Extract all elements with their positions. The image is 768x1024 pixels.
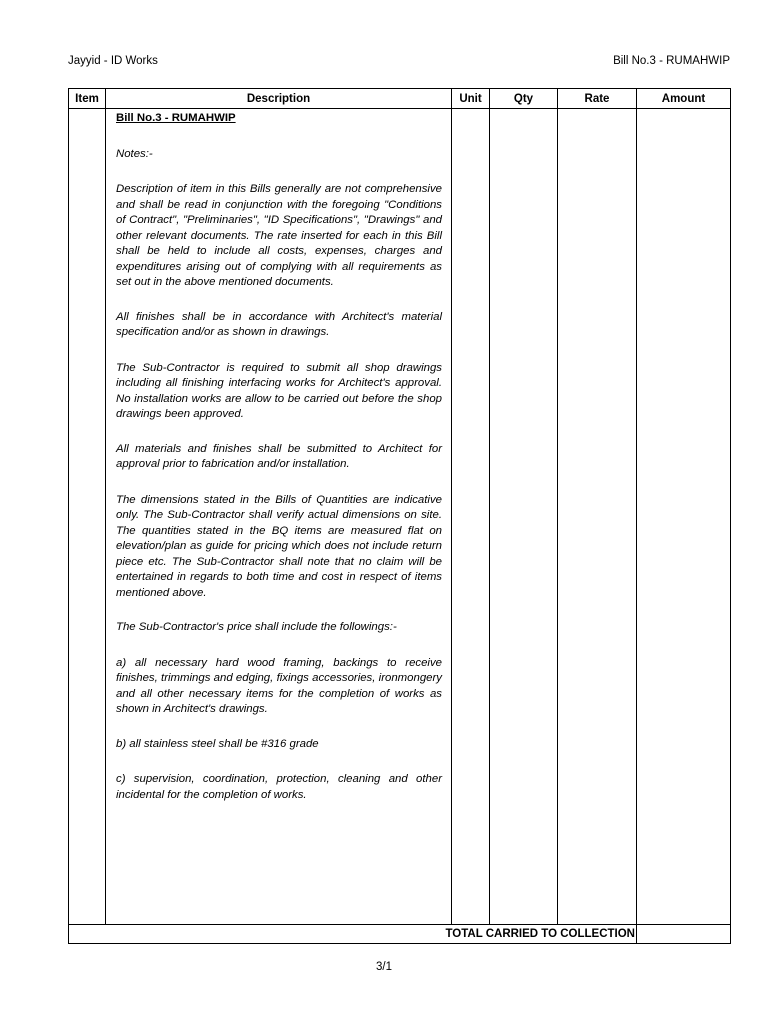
table-bottom-border [68,943,731,944]
bill-title: Bill No.3 - RUMAHWIP [116,112,236,124]
note-paragraph-materials: All materials and finishes shall be submitted to Architect for approval prior to fabrication and/or installation. [116,442,442,470]
col-divider-item [105,88,106,925]
table-right-border [730,88,731,944]
description-cell [116,110,442,803]
note-item-a: a) all necessary hard wood framing, backings to receive finishes, trimmings and edging, fixings accessories, ironmongery and all other necessary items for the completion of works as shown in Architect's drawings. [116,656,442,715]
col-divider-description [451,88,452,925]
col-header-qty: Qty [513,93,534,105]
note-paragraph-general: Description of item in this Bills generally are not comprehensive and shall be read in conjunction with the foregoing "Conditions of Contract", "Preliminaries", "ID Specifications", "Drawings" and other relevant documents. The rate inserted for each in this Bill shall be held to include all costs, expenses, charges and expenditures arising out of complying with all requirements as set out in the above mentioned documents. [116,183,442,288]
note-paragraph-dimensions: The dimensions stated in the Bills of Quantities are indicative only. The Sub-Contractor shall verify actual dimensions on site. The quantities stated in the BQ items are measured flat on elevation/plan as guide for pricing which does not include return piece etc. The Sub-Contractor shall note that no claim will be entertained in regards to both time and cost in respect of items mentioned above. [116,493,442,599]
header-bill-name: Bill No.3 - RUMAHWIP [613,55,730,67]
note-item-b: b) all stainless steel shall be #316 grade [116,737,319,750]
col-divider-rate [636,88,637,944]
note-item-c: c) supervision, coordination, protection, cleaning and other incidental for the completion of works. [116,773,442,801]
col-header-unit: Unit [459,93,482,105]
total-carried-label: TOTAL CARRIED TO COLLECTION [445,928,635,940]
note-paragraph-shop-drawings: The Sub-Contractor is required to submit all shop drawings including all finishing interfacing works for Architect's approval. No installation works are allow to be carried out before the shop drawings been approved. [116,361,442,420]
col-header-amount: Amount [661,93,706,105]
notes-heading: Notes:- [116,147,153,160]
col-header-item: Item [75,93,99,105]
col-header-description: Description [246,93,311,105]
note-paragraph-finishes: All finishes shall be in accordance with Architect's material specification and/or as shown in drawings. [116,310,442,338]
col-header-rate: Rate [584,93,610,105]
header-project-name: Jayyid - ID Works [68,55,158,67]
note-paragraph-price-includes: The Sub-Contractor's price shall include the followings:- [116,621,397,633]
page-number: 3/1 [376,961,392,973]
table-left-border [68,88,69,944]
col-divider-unit [489,88,490,925]
col-divider-qty [557,88,558,925]
